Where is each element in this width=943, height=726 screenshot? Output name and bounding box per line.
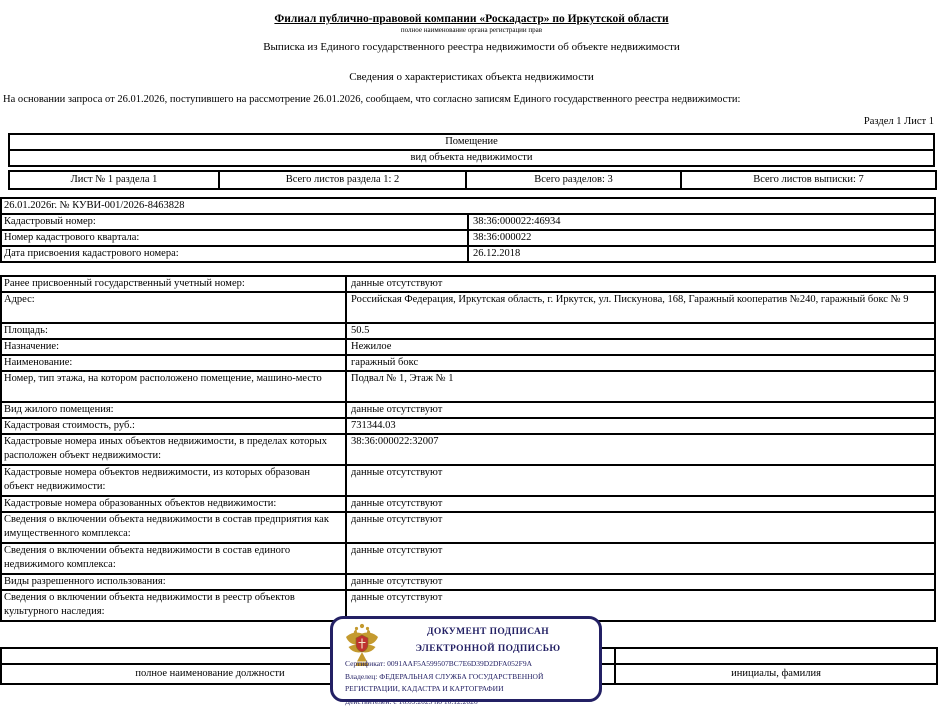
- row-label: Кадастровые номера иных объектов недвижимости, в пределах которых расположен объект недвижимости:: [1, 434, 346, 465]
- row-label: Площадь:: [1, 323, 346, 339]
- table-row: [1, 276, 935, 292]
- stamp-title: [385, 626, 591, 656]
- digital-signature-stamp: [330, 616, 602, 706]
- table-row: [1, 214, 935, 230]
- row-label: Номер кадастрового квартала:: [1, 230, 468, 246]
- stamp-title-line2: ЭЛЕКТРОННОЙ ПОДПИСЬЮ: [415, 644, 561, 654]
- registration-number: 26.01.2026г. № КУВИ-001/2026-8463828: [1, 198, 935, 214]
- row-label: Назначение:: [1, 339, 346, 355]
- section-sheet-label: Раздел 1 Лист 1: [863, 116, 934, 127]
- row-label: Сведения о включении объекта недвижимости в состав единого недвижимого комплекса:: [1, 543, 346, 574]
- signature-space-cell: [615, 648, 937, 664]
- row-label: Кадастровые номера объектов недвижимости, из которых образован объект недвижимости:: [1, 465, 346, 496]
- sheet-counter-cell: Всего листов выписки: 7: [681, 171, 936, 189]
- row-value: 38:36:000022: [468, 230, 935, 246]
- table-row: [1, 371, 935, 402]
- table-row: [1, 418, 935, 434]
- row-label: Кадастровая стоимость, руб.:: [1, 418, 346, 434]
- registration-number-row: [1, 198, 935, 214]
- org-title: Филиал публично-правовой компании «Роскадастр» по Иркутской области: [274, 13, 669, 25]
- stamp-title-line1: ДОКУМЕНТ ПОДПИСАН: [426, 627, 550, 637]
- table-row: [1, 496, 935, 512]
- table-row: [1, 339, 935, 355]
- sheet-counter-cell: Всего листов раздела 1: 2: [219, 171, 466, 189]
- sheet-counters-row: [9, 171, 936, 189]
- row-value: Подвал № 1, Этаж № 1: [346, 371, 935, 402]
- row-value: данные отсутствуют: [346, 465, 935, 496]
- table-row: [1, 292, 935, 323]
- table-row: [9, 134, 934, 150]
- table-row: [1, 355, 935, 371]
- row-label: Дата присвоения кадастрового номера:: [1, 246, 468, 262]
- sheet-counter-cell: Лист № 1 раздела 1: [9, 171, 219, 189]
- table-row: [1, 323, 935, 339]
- stamp-owner: Владелец: ФЕДЕРАЛЬНАЯ СЛУЖБА ГОСУДАРСТВЕННОЙ РЕГИСТРАЦИИ, КАДАСТРА И КАРТОГРАФИИ: [345, 671, 544, 693]
- row-value: 50.5: [346, 323, 935, 339]
- details-table-main: [0, 275, 936, 622]
- sheet-counter-cell: Всего разделов: 3: [466, 171, 681, 189]
- request-line: На основании запроса от 26.01.2026, поступившего на рассмотрение 26.01.2026, сообщаем, что согласно записям Единого государственного реестра недвижимости:: [3, 94, 741, 105]
- row-value: данные отсутствуют: [346, 543, 935, 574]
- row-value: данные отсутствуют: [346, 574, 935, 590]
- doc-title: Выписка из Единого государственного реестра недвижимости об объекте недвижимости: [263, 41, 680, 53]
- object-kind-value: Помещение: [9, 134, 934, 150]
- row-value: данные отсутствуют: [346, 402, 935, 418]
- row-label: Кадастровый номер:: [1, 214, 468, 230]
- row-value: Российская Федерация, Иркутская область, г. Иркутск, ул. Пискунова, 168, Гаражный кооператив №240, гаражный бокс № 9: [346, 292, 935, 323]
- table-row: [1, 574, 935, 590]
- table-row: [9, 150, 934, 166]
- signature-left-caption: полное наименование должности: [1, 664, 419, 684]
- row-value: данные отсутствуют: [346, 276, 935, 292]
- row-value: 38:36:000022:32007: [346, 434, 935, 465]
- row-label: Номер, тип этажа, на котором расположено помещение, машино-место: [1, 371, 346, 402]
- signature-right-caption: инициалы, фамилия: [615, 664, 937, 684]
- row-value: 731344.03: [346, 418, 935, 434]
- row-value: 38:36:000022:46934: [468, 214, 935, 230]
- row-value: 26.12.2018: [468, 246, 935, 262]
- row-value: Нежилое: [346, 339, 935, 355]
- object-kind-table: [8, 133, 935, 167]
- org-caption: полное наименование органа регистрации прав: [400, 26, 543, 34]
- table-row: [1, 465, 935, 496]
- row-value: гаражный бокс: [346, 355, 935, 371]
- row-label: Наименование:: [1, 355, 346, 371]
- row-label: Вид жилого помещения:: [1, 402, 346, 418]
- row-label: Адрес:: [1, 292, 346, 323]
- table-row: [1, 402, 935, 418]
- row-label: Кадастровые номера образованных объектов недвижимости:: [1, 496, 346, 512]
- details-table-top: [0, 197, 936, 263]
- row-value: данные отсутствуют: [346, 590, 935, 621]
- sheet-counters-table: [8, 170, 937, 190]
- table-row: [1, 230, 935, 246]
- table-row: [1, 543, 935, 574]
- table-row: [1, 246, 935, 262]
- row-value: данные отсутствуют: [346, 496, 935, 512]
- stamp-certificate: Сертификат: 0091AAF5A599507BC7E6D39D2DFA052F9A: [345, 659, 533, 668]
- section-title: Сведения о характеристиках объекта недвижимости: [349, 71, 594, 83]
- row-label: Виды разрешенного использования:: [1, 574, 346, 590]
- table-row: [1, 434, 935, 465]
- table-row: [1, 512, 935, 543]
- row-label: Сведения о включении объекта недвижимости в состав предприятия как имущественного комплекса:: [1, 512, 346, 543]
- stamp-info: [345, 658, 553, 708]
- row-label: Сведения о включении объекта недвижимости в реестр объектов культурного наследия:: [1, 590, 346, 621]
- row-label: Ранее присвоенный государственный учетный номер:: [1, 276, 346, 292]
- object-kind-caption: вид объекта недвижимости: [9, 150, 934, 166]
- row-value: данные отсутствуют: [346, 512, 935, 543]
- stamp-validity: Действителен: с 16.09.2025 по 10.12.2026: [345, 696, 478, 706]
